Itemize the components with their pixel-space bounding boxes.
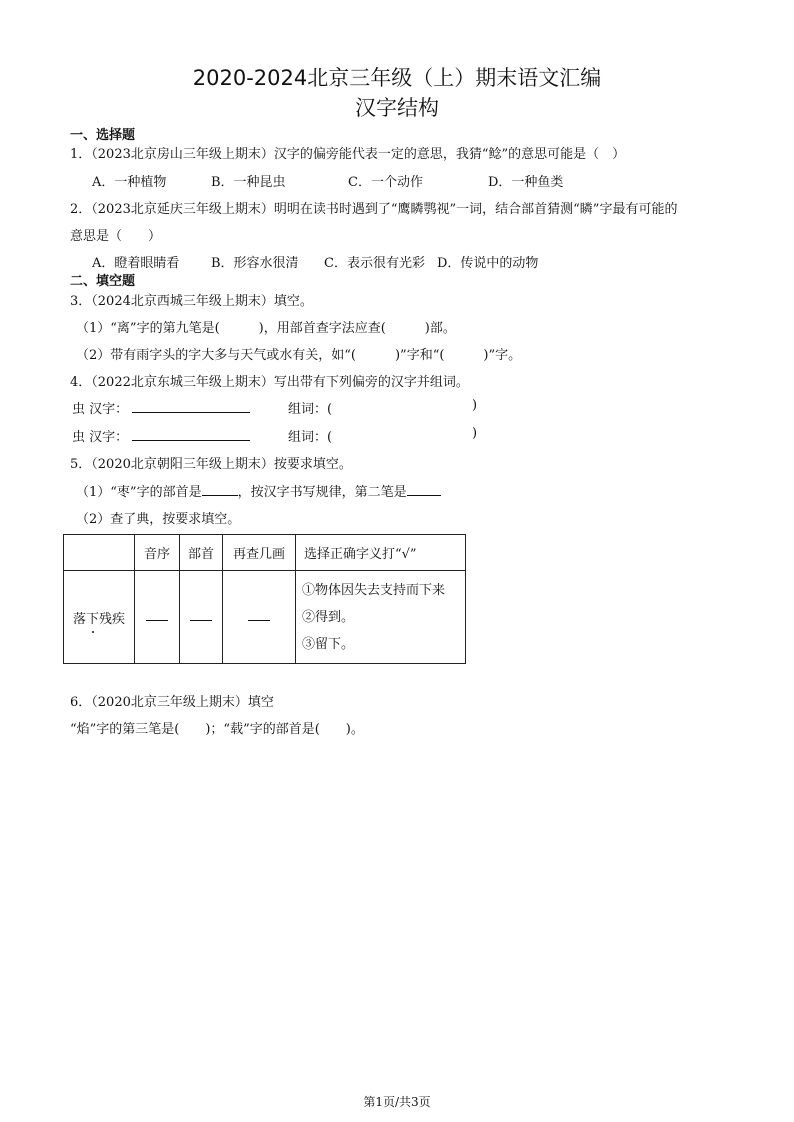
q5-table-header-zaicha: 再查几画 (223, 535, 296, 571)
q1-option-c: C．一个动作 (348, 175, 423, 190)
q4-row-1-close: ) (472, 398, 478, 413)
q5-line1-part-a: （1）“枣”字的部首是 (76, 485, 202, 500)
q4-row-2-label: 汉字： (89, 430, 129, 445)
q5-option-3[interactable]: ③留下。 (302, 636, 355, 652)
q4-row-2-hanzi-blank[interactable] (132, 427, 250, 441)
q5-row-label-post: 残疾 (99, 611, 126, 627)
q2-option-a: A．瞪着眼睛看 (92, 256, 180, 271)
q4-row-2-word (288, 426, 332, 445)
q4-row-1-label: 汉字： (89, 402, 129, 417)
q4-row-1 (72, 398, 250, 417)
q5-table-cell-yinxu[interactable] (135, 571, 180, 664)
q5-table-header-yinxu: 音序 (135, 535, 180, 571)
q4-stem: 4．（2022北京东城三年级上期末）写出带有下列偏旁的汉字并组词。 (70, 375, 469, 390)
q5-option-1[interactable]: ①物体因失去支持而下来 (302, 582, 446, 598)
q5-radical-blank[interactable] (202, 482, 238, 496)
q1-option-b: B．一种昆虫 (211, 175, 286, 190)
q5-table-header-choose: 选择正确字义打“√” (296, 535, 466, 571)
q4-row-2-radical: 虫 (72, 430, 86, 445)
section-heading-fill: 二、填空题 (70, 274, 136, 289)
q5-table-cell-options (296, 571, 466, 664)
q1-option-d: D．一种鱼类 (488, 175, 564, 190)
section-heading-choice: 一、选择题 (70, 128, 136, 143)
q2-option-b: B．形容水很清 (211, 256, 299, 271)
q4-row-2-word-label: 组词：( (288, 430, 333, 445)
q5-table-cell-zaicha[interactable] (223, 571, 296, 664)
q5-stroke-blank[interactable] (407, 482, 441, 496)
q2-stem-cont: 意思是（ ） (70, 229, 162, 244)
page-footer: 第1页/共3页 (363, 1095, 431, 1109)
q2-option-c: C．表示很有光彩 (324, 256, 425, 271)
q5-table-header-bushou: 部首 (180, 535, 223, 571)
q5-line1-part-b: ，按汉字书写规律，第二笔是 (237, 485, 407, 500)
q4-row-1-word-label: 组词：( (288, 402, 333, 417)
q5-table-header-row (64, 535, 466, 571)
q5-line1 (76, 481, 441, 500)
q5-row-label-pre: 落 (72, 611, 86, 627)
q5-line2: （2）查了典，按要求填空。 (76, 512, 241, 527)
q5-table-row (64, 571, 466, 664)
q5-row-label-emph: 下 (85, 611, 99, 627)
q4-row-2 (72, 426, 250, 445)
q3-line2: （2）带有雨字头的字大多与天气或水有关，如“( )”字和“( )”字。 (76, 348, 522, 363)
q3-line1: （1）“离”字的第九笔是( )，用部首查字法应查( )部。 (76, 321, 456, 336)
q5-table-cell-bushou[interactable] (180, 571, 223, 664)
q5-zaicha-blank[interactable] (248, 610, 270, 621)
page-title: 2020-2024北京三年级（上）期末语文汇编 (192, 66, 602, 90)
q3-stem: 3．（2024北京西城三年级上期末）填空。 (70, 294, 313, 309)
q6-stem: 6．（2020北京三年级上期末）填空 (70, 695, 274, 710)
q5-table-header-empty (64, 535, 135, 571)
q5-bushou-blank[interactable] (190, 610, 212, 621)
q1-stem: 1．（2023北京房山三年级上期末）汉字的偏旁能代表一定的意思，我猜“鲶”的意思可能是（ ） (70, 147, 626, 162)
q4-row-1-hanzi-blank[interactable] (132, 399, 250, 413)
page-subtitle: 汉字结构 (355, 96, 439, 120)
q5-yinxu-blank[interactable] (146, 610, 168, 621)
q2-stem: 2．（2023北京延庆三年级上期末）明明在读书时遇到了“鹰瞵鹗视”一词，结合部首猜测“瞵”字最有可能的 (70, 202, 678, 217)
q4-row-2-close: ) (472, 426, 478, 441)
q5-table-row-label (64, 571, 135, 664)
q5-option-2[interactable]: ②得到。 (302, 609, 355, 625)
q5-stem: 5．（2020北京朝阳三年级上期末）按要求填空。 (70, 457, 352, 472)
q4-row-1-radical: 虫 (72, 402, 86, 417)
q1-option-a: A．一种植物 (92, 175, 167, 190)
q4-row-1-word (288, 398, 332, 417)
q2-option-d: D．传说中的动物 (437, 256, 539, 271)
q5-table (63, 534, 466, 664)
q6-line: “焰”字的第三笔是( )；“载”字的部首是( )。 (70, 722, 364, 737)
